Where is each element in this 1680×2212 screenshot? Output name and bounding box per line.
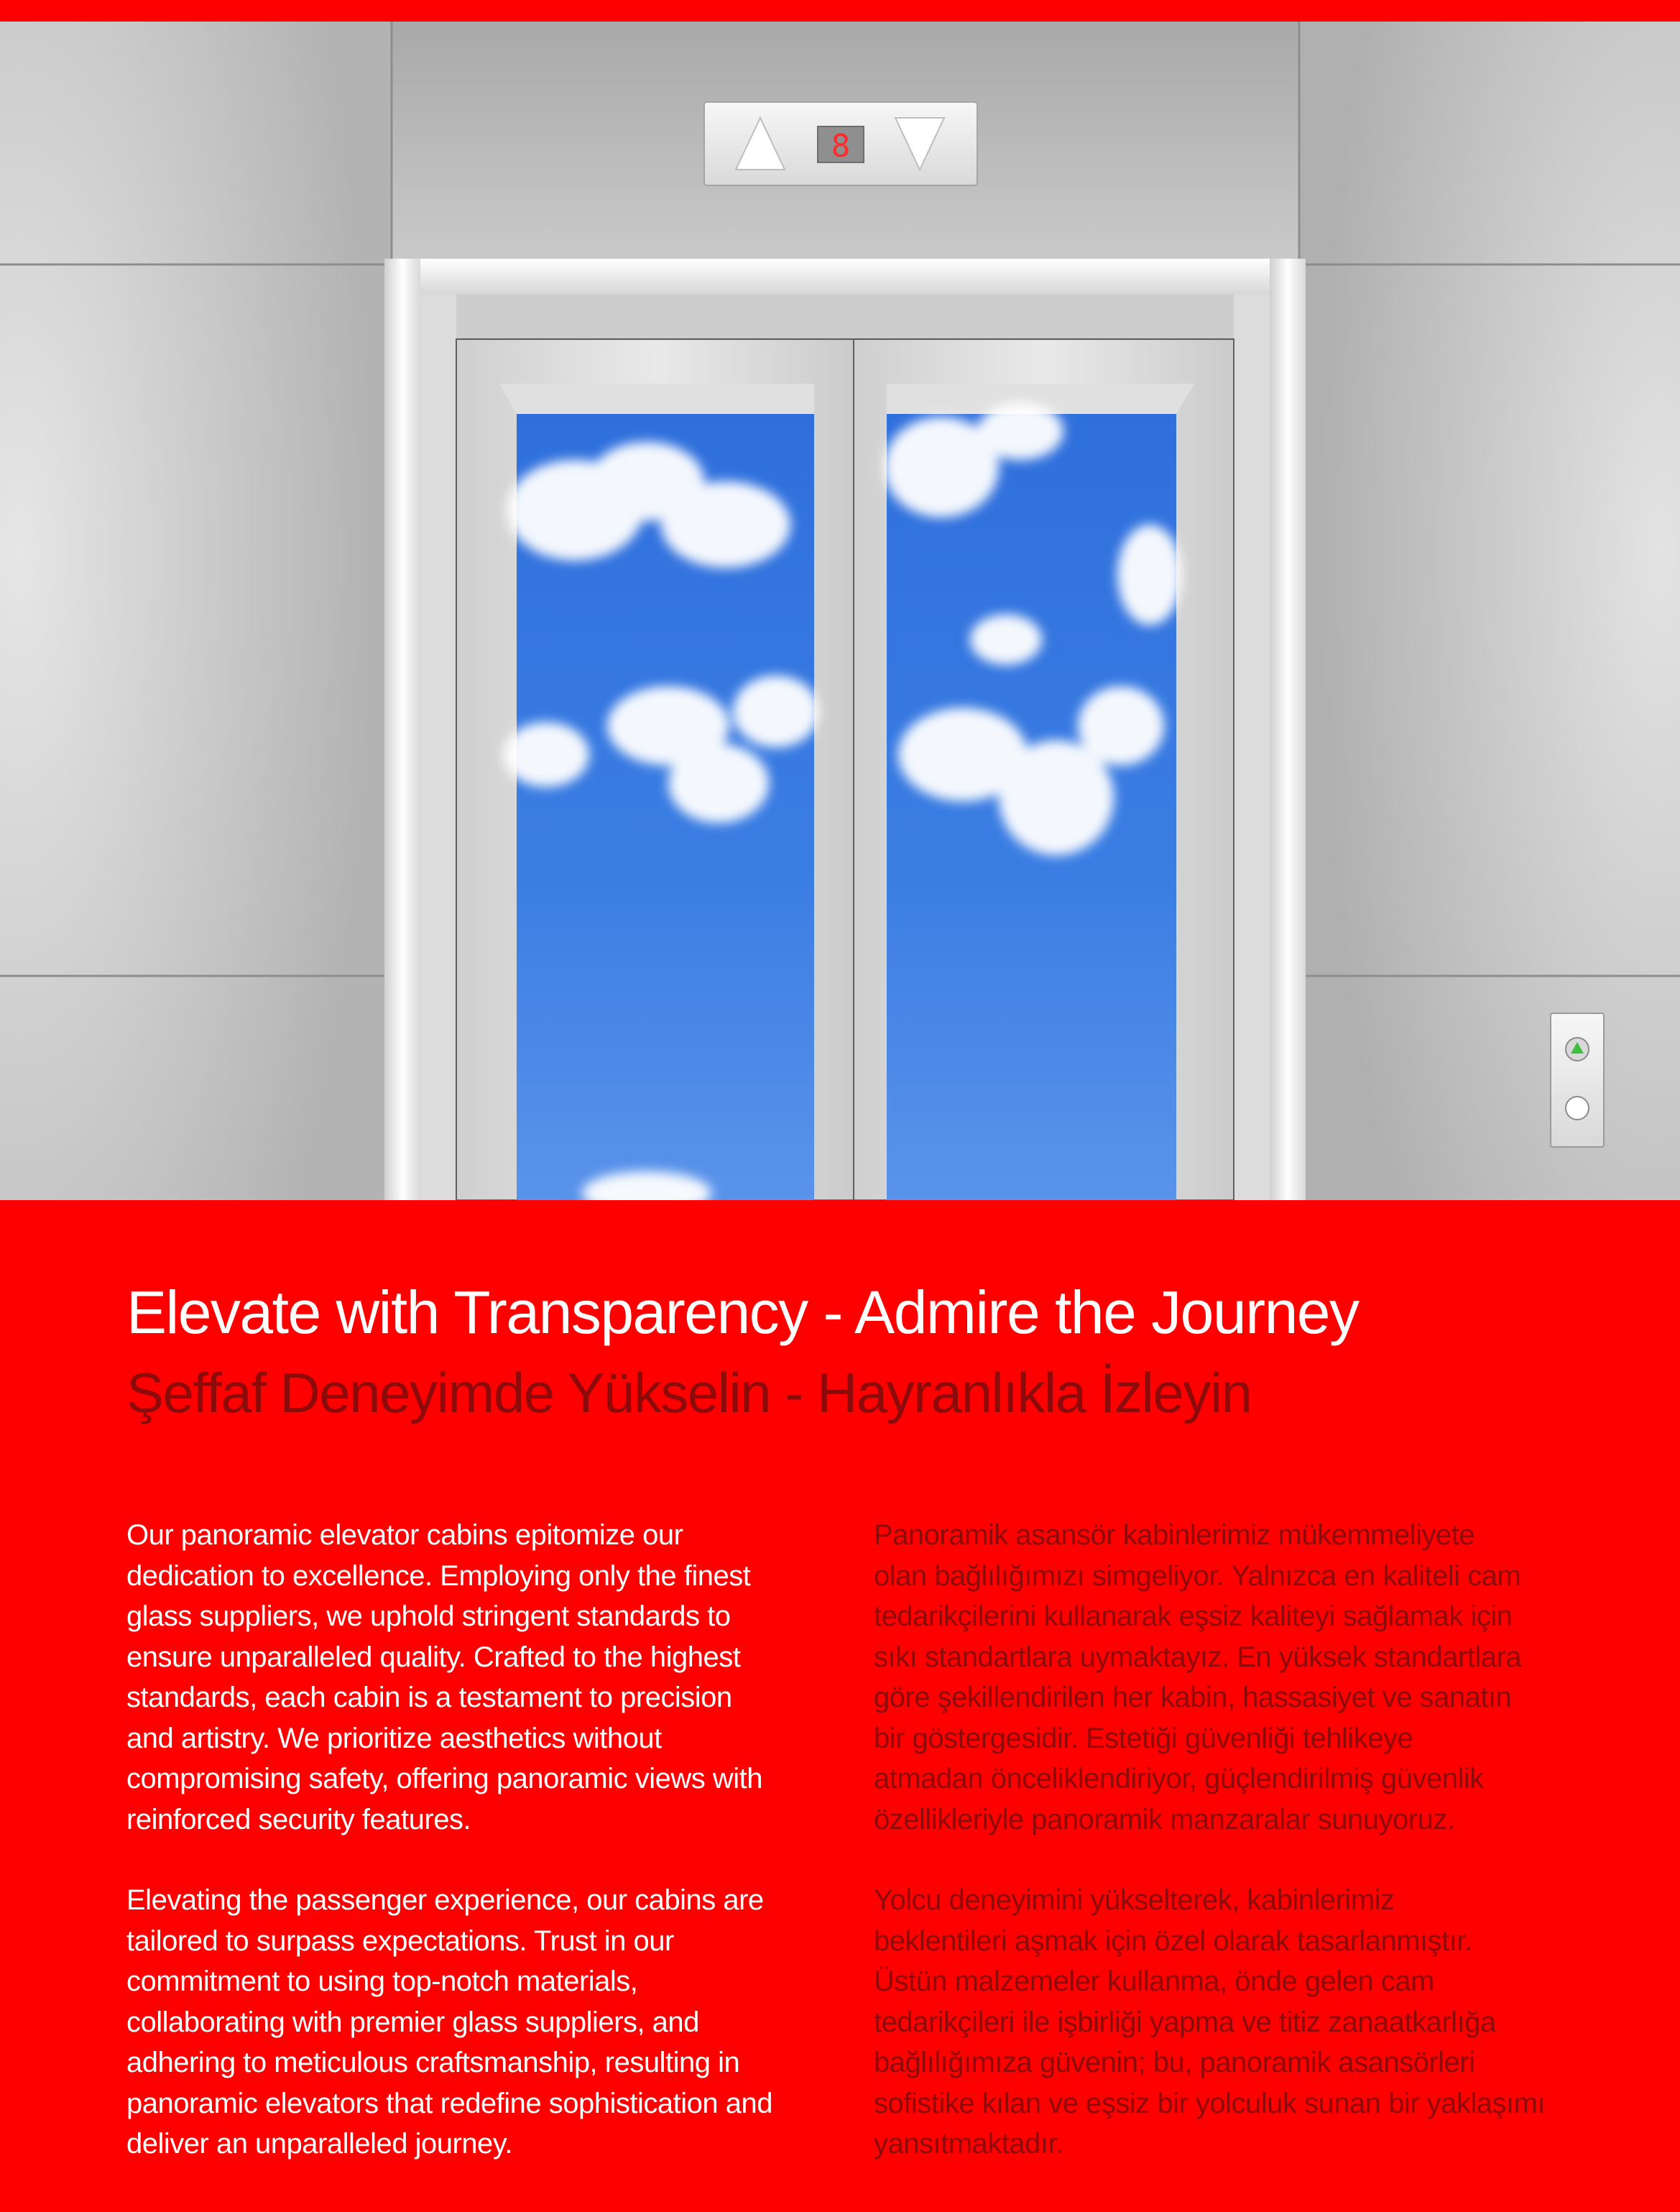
body-line: beklentileri aşmak için özel olarak tasarlanmıştır. xyxy=(874,1925,1472,1957)
body-line: panoramic elevators that redefine sophistication and xyxy=(126,2087,772,2119)
call-button-panel xyxy=(1551,1013,1604,1147)
headline-english: Elevate with Transparency - Admire the Journey xyxy=(126,1278,1359,1346)
body-line: deliver an unparalleled journey. xyxy=(126,2128,512,2160)
body-line: Our panoramic elevator cabins epitomize our xyxy=(126,1519,683,1551)
body-line: Elevating the passenger experience, our cabins are xyxy=(126,1884,764,1916)
body-line: compromising safety, offering panoramic views with xyxy=(126,1763,762,1794)
body-line: tedarikçileri ile işbirliği yapma ve titiz zanaatkarlığa xyxy=(874,2006,1496,2038)
english-paragraph-2 xyxy=(126,1880,816,2165)
body-line: dedication to excellence. Employing only the finest xyxy=(126,1559,751,1592)
body-line: olan bağlılığımızı simgeliyor. Yalnızca en kaliteli cam xyxy=(874,1559,1521,1592)
call-up-icon[interactable] xyxy=(1566,1038,1589,1061)
body-line: Panoramik asansör kabinlerimiz mükemmeliyete xyxy=(874,1519,1475,1551)
body-line: özellikleriyle panoramik manzaralar sunuyoruz. xyxy=(874,1803,1455,1835)
floor-indicator-panel xyxy=(704,102,977,185)
body-line: glass suppliers, we uphold stringent standards to xyxy=(126,1600,731,1632)
english-paragraph-1 xyxy=(126,1515,816,1840)
body-line: bağlılığımıza güvenin; bu, panoramik asansörleri xyxy=(874,2047,1475,2078)
body-line: atmadan önceliklendiriyor, güçlendirilmiş güvenlik xyxy=(874,1763,1484,1794)
english-body-column xyxy=(126,1515,816,2205)
call-button-icon[interactable] xyxy=(1566,1097,1589,1120)
body-line: commitment to using top-notch materials, xyxy=(126,1966,638,1997)
body-line: bir göstergesidir. Estetiği güvenliği tehlikeye xyxy=(874,1722,1413,1754)
floor-number-display: 8 xyxy=(831,128,851,165)
body-line: collaborating with premier glass suppliers, and xyxy=(126,2006,699,2038)
body-line: sıkı standartlara uymaktayız. En yüksek standartlara xyxy=(874,1641,1522,1673)
headline-turkish: Şeffaf Deneyimde Yükselin - Hayranlıkla İzleyin xyxy=(126,1361,1252,1424)
body-line: sofistike kılan ve eşsiz bir yolculuk sunan bir yaklaşımı xyxy=(874,2087,1546,2119)
body-line: yansıtmaktadır. xyxy=(874,2128,1063,2160)
content-section xyxy=(0,1200,1680,2212)
body-line: Üstün malzemeler kullanma, önde gelen cam xyxy=(874,1966,1434,1997)
body-line: tailored to surpass expectations. Trust in our xyxy=(126,1925,674,1957)
body-line: ensure unparalleled quality. Crafted to the highest xyxy=(126,1641,741,1673)
top-red-strip xyxy=(0,0,1680,22)
body-line: adhering to meticulous craftsmanship, resulting in xyxy=(126,2047,740,2078)
body-line: Yolcu deneyimini yükselterek, kabinlerimiz xyxy=(874,1884,1395,1916)
body-line: and artistry. We prioritize aesthetics without xyxy=(126,1722,662,1754)
turkish-paragraph-2 xyxy=(874,1880,1578,2165)
turkish-body-column xyxy=(874,1515,1578,2205)
elevator-photo xyxy=(0,22,1680,1200)
elevator-door-left xyxy=(456,339,854,1200)
body-line: göre şekillendirilen her kabin, hassasiyet ve sanatın xyxy=(874,1682,1512,1713)
body-line: tedarikçilerini kullanarak eşsiz kaliteyi sağlamak için xyxy=(874,1600,1513,1632)
turkish-paragraph-1 xyxy=(874,1515,1578,1840)
body-line: reinforced security features. xyxy=(126,1803,471,1835)
body-line: standards, each cabin is a testament to precision xyxy=(126,1682,732,1713)
elevator-door-right xyxy=(854,339,1234,1200)
